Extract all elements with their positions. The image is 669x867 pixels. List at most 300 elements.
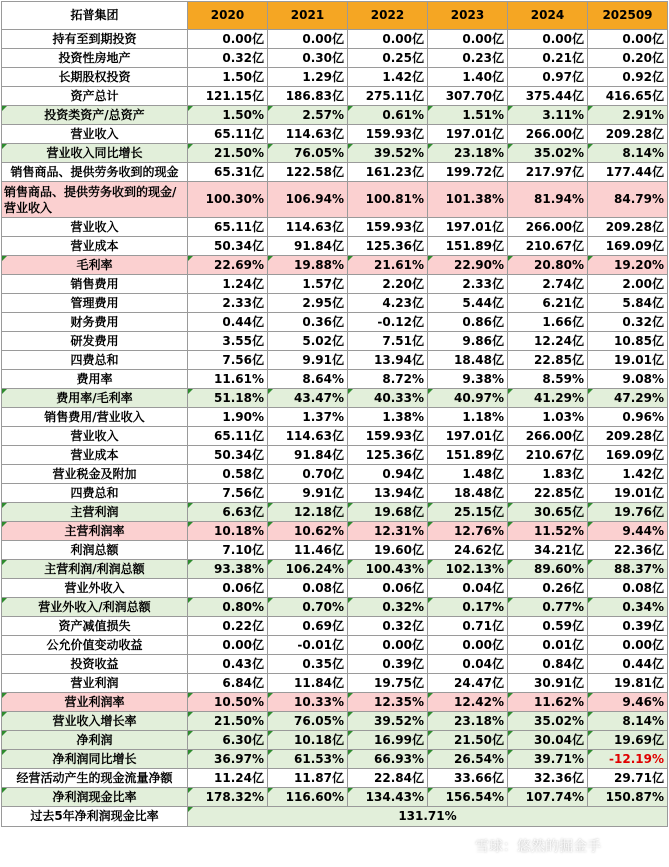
value-cell: 100.43%: [348, 560, 428, 579]
value-cell: 125.36亿: [348, 446, 428, 465]
row-label: 净利润: [2, 731, 188, 750]
value-cell: 1.37%: [268, 408, 348, 427]
value-cell: 50.34亿: [188, 237, 268, 256]
value-cell: 169.09亿: [588, 446, 668, 465]
value-cell: 186.83亿: [268, 87, 348, 106]
value-cell: 76.05%: [268, 144, 348, 163]
value-cell: 11.52%: [508, 522, 588, 541]
value-cell: 19.01亿: [588, 484, 668, 503]
value-cell: 1.48亿: [428, 465, 508, 484]
value-cell: 6.84亿: [188, 674, 268, 693]
value-cell: 22.36亿: [588, 541, 668, 560]
year-header: 2023: [428, 2, 508, 30]
value-cell: 19.60亿: [348, 541, 428, 560]
value-cell: 10.50%: [188, 693, 268, 712]
value-cell: 21.61%: [348, 256, 428, 275]
value-cell: 266.00亿: [508, 218, 588, 237]
table-row: [2, 30, 668, 49]
value-cell: 22.84亿: [348, 769, 428, 788]
table-row: [2, 237, 668, 256]
row-label: 经营活动产生的现金流量净额: [2, 769, 188, 788]
value-cell: 0.39亿: [588, 617, 668, 636]
value-cell: 0.00亿: [588, 636, 668, 655]
value-cell: 0.22亿: [188, 617, 268, 636]
value-cell: 0.43亿: [188, 655, 268, 674]
row-label: 费用率/毛利率: [2, 389, 188, 408]
value-cell: 39.52%: [348, 144, 428, 163]
table-row: [2, 87, 668, 106]
value-cell: 159.93亿: [348, 125, 428, 144]
value-cell: 8.14%: [588, 712, 668, 731]
value-cell: 2.33亿: [188, 294, 268, 313]
value-cell: 9.46%: [588, 693, 668, 712]
value-cell: 21.50%: [188, 144, 268, 163]
value-cell: 39.52%: [348, 712, 428, 731]
row-label: 营业外收入: [2, 579, 188, 598]
value-cell: 12.18亿: [268, 503, 348, 522]
value-cell: 19.69亿: [588, 731, 668, 750]
value-cell: 209.28亿: [588, 125, 668, 144]
value-cell: 0.30亿: [268, 49, 348, 68]
value-cell: 0.77%: [508, 598, 588, 617]
value-cell: 416.65亿: [588, 87, 668, 106]
value-cell: 9.44%: [588, 522, 668, 541]
value-cell: 19.01亿: [588, 351, 668, 370]
value-cell: 125.36亿: [348, 237, 428, 256]
value-cell: 6.63亿: [188, 503, 268, 522]
value-cell: 65.11亿: [188, 218, 268, 237]
value-cell: 39.71%: [508, 750, 588, 769]
value-cell: 8.64%: [268, 370, 348, 389]
table-row: [2, 560, 668, 579]
value-cell: 0.59亿: [508, 617, 588, 636]
value-cell: 9.86亿: [428, 332, 508, 351]
table-row: [2, 484, 668, 503]
value-cell: 9.91亿: [268, 351, 348, 370]
value-cell: 199.72亿: [428, 163, 508, 182]
value-cell: 91.84亿: [268, 446, 348, 465]
value-cell: 114.63亿: [268, 427, 348, 446]
value-cell: 19.88%: [268, 256, 348, 275]
value-cell: 11.24亿: [188, 769, 268, 788]
table-row: [2, 106, 668, 125]
value-cell: 6.30亿: [188, 731, 268, 750]
value-cell: 151.89亿: [428, 237, 508, 256]
value-cell: 89.60%: [508, 560, 588, 579]
value-cell: 0.32亿: [588, 313, 668, 332]
summary-label: 过去5年净利润现金比率: [2, 807, 188, 827]
value-cell: 2.74亿: [508, 275, 588, 294]
value-cell: 8.14%: [588, 144, 668, 163]
table-row: [2, 693, 668, 712]
row-label: 投资类资产/总资产: [2, 106, 188, 125]
value-cell: 2.91%: [588, 106, 668, 125]
value-cell: 0.34%: [588, 598, 668, 617]
value-cell: 4.23亿: [348, 294, 428, 313]
value-cell: 209.28亿: [588, 427, 668, 446]
row-label: 净利润现金比率: [2, 788, 188, 807]
table-row: [2, 144, 668, 163]
year-header: 2020: [188, 2, 268, 30]
value-cell: 13.94亿: [348, 484, 428, 503]
value-cell: 0.06亿: [188, 579, 268, 598]
row-label: 利润总额: [2, 541, 188, 560]
row-label: 主营利润/利润总额: [2, 560, 188, 579]
table-row: [2, 68, 668, 87]
value-cell: -0.12亿: [348, 313, 428, 332]
value-cell: 16.99亿: [348, 731, 428, 750]
value-cell: 0.26亿: [508, 579, 588, 598]
value-cell: 76.05%: [268, 712, 348, 731]
value-cell: 2.20亿: [348, 275, 428, 294]
row-label: 销售商品、提供劳务收到的现金/营业收入: [2, 182, 188, 218]
value-cell: 1.40亿: [428, 68, 508, 87]
value-cell: 81.94%: [508, 182, 588, 218]
value-cell: 0.80%: [188, 598, 268, 617]
value-cell: 65.11亿: [188, 427, 268, 446]
row-label: 营业收入同比增长: [2, 144, 188, 163]
value-cell: 19.75亿: [348, 674, 428, 693]
row-label: 四费总和: [2, 351, 188, 370]
value-cell: 0.36亿: [268, 313, 348, 332]
row-label: 净利润同比增长: [2, 750, 188, 769]
value-cell: 9.08%: [588, 370, 668, 389]
value-cell: 40.97%: [428, 389, 508, 408]
value-cell: 0.71亿: [428, 617, 508, 636]
value-cell: 121.15亿: [188, 87, 268, 106]
value-cell: 47.29%: [588, 389, 668, 408]
value-cell: 0.61%: [348, 106, 428, 125]
value-cell: 107.74%: [508, 788, 588, 807]
header-row: [2, 2, 668, 30]
financial-table: [1, 1, 668, 827]
value-cell: 36.97%: [188, 750, 268, 769]
value-cell: 0.32%: [348, 598, 428, 617]
value-cell: -0.01亿: [268, 636, 348, 655]
value-cell: 25.15亿: [428, 503, 508, 522]
value-cell: 0.00亿: [348, 30, 428, 49]
value-cell: 10.62%: [268, 522, 348, 541]
value-cell: 19.68亿: [348, 503, 428, 522]
value-cell: 0.23亿: [428, 49, 508, 68]
value-cell: 114.63亿: [268, 125, 348, 144]
row-label: 主营利润率: [2, 522, 188, 541]
value-cell: 1.90%: [188, 408, 268, 427]
value-cell: 0.00亿: [188, 636, 268, 655]
value-cell: 26.54%: [428, 750, 508, 769]
row-label: 营业成本: [2, 446, 188, 465]
value-cell: 0.00亿: [508, 30, 588, 49]
table-row: [2, 503, 668, 522]
value-cell: 0.01亿: [508, 636, 588, 655]
value-cell: 12.24亿: [508, 332, 588, 351]
value-cell: 0.70%: [268, 598, 348, 617]
row-label: 资产减值损失: [2, 617, 188, 636]
value-cell: 106.94%: [268, 182, 348, 218]
value-cell: 0.25亿: [348, 49, 428, 68]
value-cell: 217.97亿: [508, 163, 588, 182]
value-cell: 24.62亿: [428, 541, 508, 560]
value-cell: 1.66亿: [508, 313, 588, 332]
value-cell: 12.31%: [348, 522, 428, 541]
value-cell: 0.97亿: [508, 68, 588, 87]
value-cell: 0.06亿: [348, 579, 428, 598]
row-label: 营业收入: [2, 218, 188, 237]
table-row: [2, 427, 668, 446]
value-cell: 9.38%: [428, 370, 508, 389]
value-cell: 375.44亿: [508, 87, 588, 106]
value-cell: 34.21亿: [508, 541, 588, 560]
table-row: [2, 636, 668, 655]
table-row: [2, 49, 668, 68]
row-label: 毛利率: [2, 256, 188, 275]
value-cell: 19.81亿: [588, 674, 668, 693]
year-header: 2022: [348, 2, 428, 30]
value-cell: 159.93亿: [348, 427, 428, 446]
row-label: 四费总和: [2, 484, 188, 503]
table-row: [2, 275, 668, 294]
value-cell: 0.39亿: [348, 655, 428, 674]
row-label: 长期股权投资: [2, 68, 188, 87]
row-label: 投资性房地产: [2, 49, 188, 68]
table-row: [2, 125, 668, 144]
value-cell: 9.91亿: [268, 484, 348, 503]
value-cell: 266.00亿: [508, 427, 588, 446]
value-cell: 0.35亿: [268, 655, 348, 674]
value-cell: 0.00亿: [428, 30, 508, 49]
value-cell: 3.11%: [508, 106, 588, 125]
table-row: [2, 674, 668, 693]
value-cell: 11.62%: [508, 693, 588, 712]
value-cell: 10.18亿: [268, 731, 348, 750]
value-cell: 8.72%: [348, 370, 428, 389]
row-label: 管理费用: [2, 294, 188, 313]
value-cell: 150.87%: [588, 788, 668, 807]
row-label: 资产总计: [2, 87, 188, 106]
value-cell: 1.50亿: [188, 68, 268, 87]
table-row: [2, 750, 668, 769]
value-cell: 197.01亿: [428, 427, 508, 446]
row-label: 投资收益: [2, 655, 188, 674]
row-label: 营业收入: [2, 427, 188, 446]
row-label: 主营利润: [2, 503, 188, 522]
value-cell: 0.08亿: [268, 579, 348, 598]
value-cell: 0.84亿: [508, 655, 588, 674]
value-cell: 134.43%: [348, 788, 428, 807]
value-cell: 7.56亿: [188, 351, 268, 370]
value-cell: 10.18%: [188, 522, 268, 541]
value-cell: 101.38%: [428, 182, 508, 218]
value-cell: 12.76%: [428, 522, 508, 541]
value-cell: 0.32亿: [348, 617, 428, 636]
value-cell: 2.95亿: [268, 294, 348, 313]
value-cell: 10.33%: [268, 693, 348, 712]
table-row: [2, 313, 668, 332]
value-cell: 1.42亿: [588, 465, 668, 484]
table-row: [2, 294, 668, 313]
value-cell: 161.23亿: [348, 163, 428, 182]
value-cell: 19.20%: [588, 256, 668, 275]
value-cell: 43.47%: [268, 389, 348, 408]
row-label: 营业税金及附加: [2, 465, 188, 484]
value-cell: 5.44亿: [428, 294, 508, 313]
table-row: [2, 256, 668, 275]
value-cell: 0.44亿: [188, 313, 268, 332]
value-cell: 3.55亿: [188, 332, 268, 351]
table-row: [2, 731, 668, 750]
value-cell: 2.00亿: [588, 275, 668, 294]
summary-row: [2, 807, 668, 827]
row-label: 财务费用: [2, 313, 188, 332]
value-cell: 102.13%: [428, 560, 508, 579]
table-row: [2, 182, 668, 218]
value-cell: 0.44亿: [588, 655, 668, 674]
year-header: 202509: [588, 2, 668, 30]
value-cell: 169.09亿: [588, 237, 668, 256]
value-cell: 11.87亿: [268, 769, 348, 788]
value-cell: 30.04亿: [508, 731, 588, 750]
value-cell: 11.84亿: [268, 674, 348, 693]
table-row: [2, 408, 668, 427]
value-cell: 22.85亿: [508, 351, 588, 370]
value-cell: 266.00亿: [508, 125, 588, 144]
value-cell: 35.02%: [508, 144, 588, 163]
table-row: [2, 769, 668, 788]
value-cell: 32.36亿: [508, 769, 588, 788]
watermark: 雪球：悠然的掘金手: [475, 839, 601, 855]
value-cell: 177.44亿: [588, 163, 668, 182]
table-row: [2, 541, 668, 560]
value-cell: 2.57%: [268, 106, 348, 125]
value-cell: 151.89亿: [428, 446, 508, 465]
value-cell: 1.83亿: [508, 465, 588, 484]
value-cell: 1.50%: [188, 106, 268, 125]
value-cell: 1.24亿: [188, 275, 268, 294]
value-cell: 18.48亿: [428, 351, 508, 370]
value-cell: 41.29%: [508, 389, 588, 408]
row-label: 营业利润: [2, 674, 188, 693]
value-cell: 1.42亿: [348, 68, 428, 87]
row-label: 销售费用: [2, 275, 188, 294]
row-label: 持有至到期投资: [2, 30, 188, 49]
value-cell: 7.51亿: [348, 332, 428, 351]
value-cell: 18.48亿: [428, 484, 508, 503]
value-cell: 1.03%: [508, 408, 588, 427]
value-cell: 0.20亿: [588, 49, 668, 68]
row-label: 营业成本: [2, 237, 188, 256]
value-cell: -12.19%: [588, 750, 668, 769]
value-cell: 20.80%: [508, 256, 588, 275]
value-cell: 0.70亿: [268, 465, 348, 484]
value-cell: 30.91亿: [508, 674, 588, 693]
value-cell: 23.18%: [428, 712, 508, 731]
table-row: [2, 655, 668, 674]
table-row: [2, 351, 668, 370]
value-cell: 116.60%: [268, 788, 348, 807]
row-label: 销售费用/营业收入: [2, 408, 188, 427]
value-cell: 197.01亿: [428, 125, 508, 144]
value-cell: 122.58亿: [268, 163, 348, 182]
value-cell: 0.32亿: [188, 49, 268, 68]
table-row: [2, 617, 668, 636]
value-cell: 7.10亿: [188, 541, 268, 560]
value-cell: 2.33亿: [428, 275, 508, 294]
value-cell: 8.59%: [508, 370, 588, 389]
value-cell: 13.94亿: [348, 351, 428, 370]
value-cell: 1.51%: [428, 106, 508, 125]
value-cell: 35.02%: [508, 712, 588, 731]
value-cell: 11.46亿: [268, 541, 348, 560]
value-cell: 30.65亿: [508, 503, 588, 522]
row-label: 研发费用: [2, 332, 188, 351]
value-cell: 33.66亿: [428, 769, 508, 788]
row-label: 公允价值变动收益: [2, 636, 188, 655]
value-cell: 209.28亿: [588, 218, 668, 237]
value-cell: 6.21亿: [508, 294, 588, 313]
value-cell: 100.81%: [348, 182, 428, 218]
value-cell: 100.30%: [188, 182, 268, 218]
value-cell: 84.79%: [588, 182, 668, 218]
value-cell: 159.93亿: [348, 218, 428, 237]
value-cell: 0.17%: [428, 598, 508, 617]
value-cell: 19.76亿: [588, 503, 668, 522]
value-cell: 0.04亿: [428, 655, 508, 674]
year-header: 2021: [268, 2, 348, 30]
value-cell: 66.93%: [348, 750, 428, 769]
row-label: 费用率: [2, 370, 188, 389]
value-cell: 114.63亿: [268, 218, 348, 237]
value-cell: 0.69亿: [268, 617, 348, 636]
value-cell: 0.00亿: [588, 30, 668, 49]
row-label: 营业利润率: [2, 693, 188, 712]
value-cell: 50.34亿: [188, 446, 268, 465]
value-cell: 1.38%: [348, 408, 428, 427]
value-cell: 0.96%: [588, 408, 668, 427]
value-cell: 91.84亿: [268, 237, 348, 256]
value-cell: 21.50亿: [428, 731, 508, 750]
value-cell: 5.84亿: [588, 294, 668, 313]
value-cell: 197.01亿: [428, 218, 508, 237]
value-cell: 12.42%: [428, 693, 508, 712]
table-row: [2, 332, 668, 351]
row-label: 销售商品、提供劳务收到的现金: [2, 163, 188, 182]
value-cell: 0.86亿: [428, 313, 508, 332]
table-row: [2, 446, 668, 465]
value-cell: 106.24%: [268, 560, 348, 579]
value-cell: 0.21亿: [508, 49, 588, 68]
value-cell: 156.54%: [428, 788, 508, 807]
value-cell: 0.08亿: [588, 579, 668, 598]
value-cell: 22.69%: [188, 256, 268, 275]
value-cell: 0.00亿: [188, 30, 268, 49]
row-label: 营业外收入/利润总额: [2, 598, 188, 617]
value-cell: 0.00亿: [428, 636, 508, 655]
table-row: [2, 598, 668, 617]
value-cell: 65.31亿: [188, 163, 268, 182]
value-cell: 1.57亿: [268, 275, 348, 294]
value-cell: 88.37%: [588, 560, 668, 579]
value-cell: 0.94亿: [348, 465, 428, 484]
table-row: [2, 218, 668, 237]
value-cell: 29.71亿: [588, 769, 668, 788]
summary-value: 131.71%: [188, 807, 668, 827]
value-cell: 12.35%: [348, 693, 428, 712]
value-cell: 1.18%: [428, 408, 508, 427]
value-cell: 307.70亿: [428, 87, 508, 106]
value-cell: 21.50%: [188, 712, 268, 731]
table-row: [2, 712, 668, 731]
value-cell: 0.00亿: [268, 30, 348, 49]
